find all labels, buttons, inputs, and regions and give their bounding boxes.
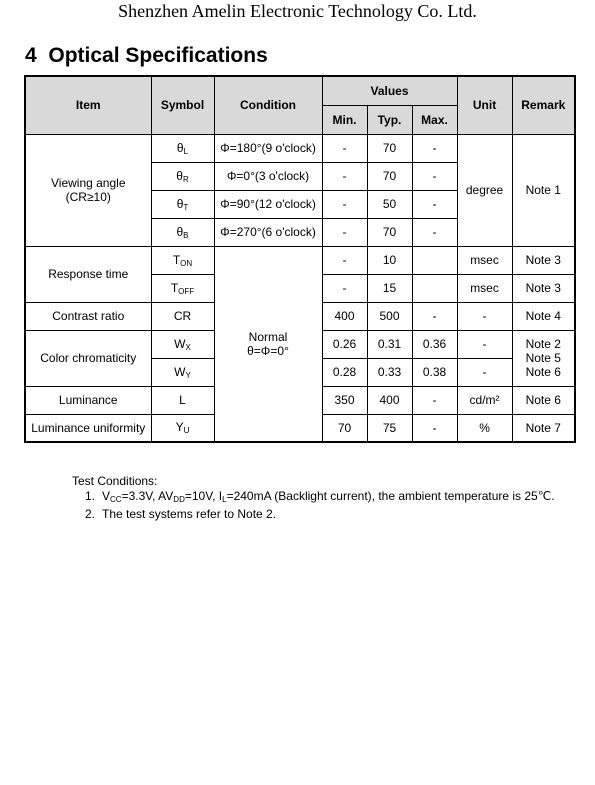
- symbol-cell: $Y_U$: [151, 414, 214, 442]
- header-symbol: Symbol: [151, 76, 214, 134]
- item-color-chromaticity: Color chromaticity: [25, 330, 151, 386]
- remark-cell: Note 1: [512, 134, 575, 246]
- remark-cell: Note 4: [512, 302, 575, 330]
- min-cell: 0.28: [322, 358, 367, 386]
- section-number: 4: [25, 44, 37, 67]
- unit-cell: -: [457, 358, 512, 386]
- max-cell: [412, 246, 457, 274]
- test-condition-2: 2. The test systems refer to Note 2.: [85, 507, 277, 521]
- symbol-cell: $\theta_T$: [151, 190, 214, 218]
- max-cell: 0.36: [412, 330, 457, 358]
- max-cell: -: [412, 414, 457, 442]
- typ-cell: 500: [367, 302, 412, 330]
- typ-cell: 400: [367, 386, 412, 414]
- table-row: [25, 134, 575, 162]
- remark-cell: Note 7: [512, 414, 575, 442]
- header-item: Item: [25, 76, 151, 134]
- item-contrast-ratio: Contrast ratio: [25, 302, 151, 330]
- symbol-cell: $\theta_R$: [151, 162, 214, 190]
- header-unit: Unit: [457, 76, 512, 134]
- typ-cell: 0.33: [367, 358, 412, 386]
- min-cell: -: [322, 190, 367, 218]
- min-cell: 350: [322, 386, 367, 414]
- test-condition-1: 1. $V_{CC}=3.3V$, $AV_{DD}=10V$, $I_L=240mA$ (Backlight current), the ambient temperature is 25℃.: [85, 489, 555, 504]
- condition-cell: Φ=0°(3 o'clock): [214, 162, 322, 190]
- remark-cell: Note 3: [512, 246, 575, 274]
- condition-normal: Normal θ=Φ=0°: [214, 246, 322, 442]
- remark-cell: Note 3: [512, 274, 575, 302]
- typ-cell: 0.31: [367, 330, 412, 358]
- section-title: [25, 44, 268, 68]
- test-conditions-heading: Test Conditions:: [72, 474, 158, 488]
- item-luminance: Luminance: [25, 386, 151, 414]
- condition-cell: Φ=270°(6 o'clock): [214, 218, 322, 246]
- min-cell: -: [322, 162, 367, 190]
- min-cell: -: [322, 134, 367, 162]
- header-max: Max.: [412, 105, 457, 134]
- min-cell: -: [322, 246, 367, 274]
- max-cell: -: [412, 218, 457, 246]
- min-cell: 0.26: [322, 330, 367, 358]
- max-cell: -: [412, 134, 457, 162]
- condition-cell: Φ=90°(12 o'clock): [214, 190, 322, 218]
- symbol-cell: $W_X$: [151, 330, 214, 358]
- symbol-cell: $T_{ON}$: [151, 246, 214, 274]
- symbol-cell: $T_{OFF}$: [151, 274, 214, 302]
- max-cell: -: [412, 190, 457, 218]
- symbol-cell: $\theta_B$: [151, 218, 214, 246]
- typ-cell: 70: [367, 162, 412, 190]
- remark-cell: Note 6: [512, 386, 575, 414]
- header-values: Values: [322, 76, 457, 105]
- header-condition: Condition: [214, 76, 322, 134]
- unit-cell: cd/m²: [457, 386, 512, 414]
- table-row: [25, 246, 575, 274]
- unit-cell: msec: [457, 274, 512, 302]
- typ-cell: 75: [367, 414, 412, 442]
- max-cell: -: [412, 162, 457, 190]
- unit-cell: msec: [457, 246, 512, 274]
- max-cell: -: [412, 302, 457, 330]
- company-header: Shenzhen Amelin Electronic Technology Co. Ltd.: [118, 1, 477, 21]
- min-cell: 400: [322, 302, 367, 330]
- max-cell: -: [412, 386, 457, 414]
- max-cell: [412, 274, 457, 302]
- typ-cell: 50: [367, 190, 412, 218]
- symbol-cell: $\theta_L$: [151, 134, 214, 162]
- optical-spec-table: [24, 75, 576, 443]
- min-cell: -: [322, 274, 367, 302]
- test-conditions: [72, 474, 555, 522]
- header-remark: Remark: [512, 76, 575, 134]
- min-cell: 70: [322, 414, 367, 442]
- item-luminance-uniformity: Luminance uniformity: [25, 414, 151, 442]
- item-viewing-angle: Viewing angle (CR≥10): [25, 134, 151, 246]
- condition-cell: Φ=180°(9 o'clock): [214, 134, 322, 162]
- typ-cell: 70: [367, 134, 412, 162]
- remark-cell: Note 2 Note 5 Note 6: [512, 330, 575, 386]
- header-min: Min.: [322, 105, 367, 134]
- typ-cell: 15: [367, 274, 412, 302]
- unit-cell: degree: [457, 134, 512, 246]
- symbol-cell: CR: [151, 302, 214, 330]
- max-cell: 0.38: [412, 358, 457, 386]
- typ-cell: 10: [367, 246, 412, 274]
- typ-cell: 70: [367, 218, 412, 246]
- symbol-cell: $W_Y$: [151, 358, 214, 386]
- item-response-time: Response time: [25, 246, 151, 302]
- header-typ: Typ.: [367, 105, 412, 134]
- unit-cell: -: [457, 302, 512, 330]
- symbol-cell: L: [151, 386, 214, 414]
- min-cell: -: [322, 218, 367, 246]
- unit-cell: -: [457, 330, 512, 358]
- unit-cell: %: [457, 414, 512, 442]
- section-name: Optical Specifications: [48, 44, 268, 67]
